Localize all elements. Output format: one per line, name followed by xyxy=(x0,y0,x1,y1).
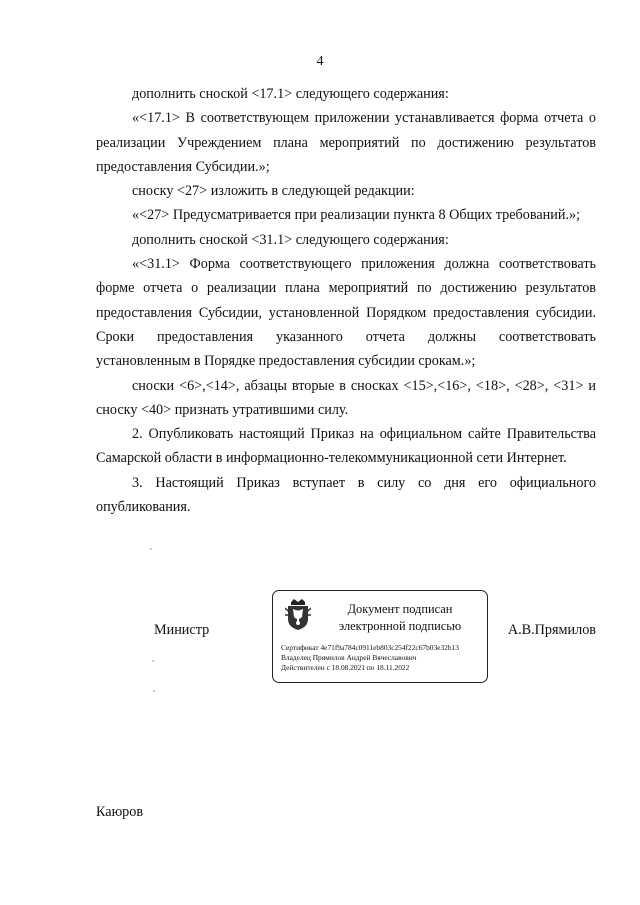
paragraph-item-2-publish: 2. Опубликовать настоящий Приказ на официальном сайте Правительства Самарской области в информационно-телекоммуникационной сети Интернет. xyxy=(96,426,596,467)
paragraph-footnote-27-edit: сноску <27> изложить в следующей редакции: xyxy=(132,183,415,200)
paragraph-footnote-31-1-text: «<31.1> Форма соответствующего приложения должна соответствовать форме отчета о реализации плана мероприятий по достижению результатов предоставления Субсидии, установленной Порядком предоставления субсидии. Сроки предоставления указанного отчета должны соответствовать установленным в Порядке предоставления субсидии срокам.»; xyxy=(96,256,596,370)
stamp-validity: Действителен с 18.08.2021 по 18.11.2022 xyxy=(281,663,410,672)
electronic-signature-stamp xyxy=(272,590,488,683)
scan-speck xyxy=(152,660,154,662)
page-number: 4 xyxy=(316,54,324,69)
document-body xyxy=(96,82,596,519)
signature-block xyxy=(96,590,596,686)
paragraph-footnotes-invalidated: сноски <6>,<14>, абзацы вторые в сносках <15>,<16>, <18>, <28>, <31> и сноску <40> признать утратившими силу. xyxy=(96,377,596,418)
paragraph-footnote-17-1-text: «<17.1> В соответствующем приложении устанавливается форма отчета о реализации Учреждением плана мероприятий по достижению результатов предоставления Субсидии.»; xyxy=(96,110,596,175)
signer-position: Министр xyxy=(154,622,210,638)
paragraph-add-footnote-17-1: дополнить сноской <17.1> следующего содержания: xyxy=(132,86,449,102)
paragraph-item-3-effective: 3. Настоящий Приказ вступает в силу со дня его официального опубликования. xyxy=(96,474,596,516)
stamp-title xyxy=(319,601,481,635)
stamp-title-line-2: электронной подписью xyxy=(338,619,462,633)
stamp-details xyxy=(281,643,483,673)
signer-name: А.В.Прямилов xyxy=(507,622,596,638)
scan-speck xyxy=(153,690,155,692)
stamp-certificate: Сертификат 4e71f9a784c0911eb803c254f22c67b03e32b13 xyxy=(281,643,459,652)
scan-speck xyxy=(150,548,152,550)
samara-coat-of-arms-icon xyxy=(285,599,311,631)
paragraph-footnote-27-text: «<27> Предусматривается при реализации пункта 8 Общих требований.»; xyxy=(132,207,581,224)
paragraph-add-footnote-31-1: дополнить сноской <31.1> следующего содержания: xyxy=(132,231,449,248)
executor-name: Каюров xyxy=(96,804,144,820)
stamp-owner: Владелец Прямилов Андрей Вячеславович xyxy=(281,653,417,662)
stamp-title-line-1: Документ подписан xyxy=(347,602,453,616)
